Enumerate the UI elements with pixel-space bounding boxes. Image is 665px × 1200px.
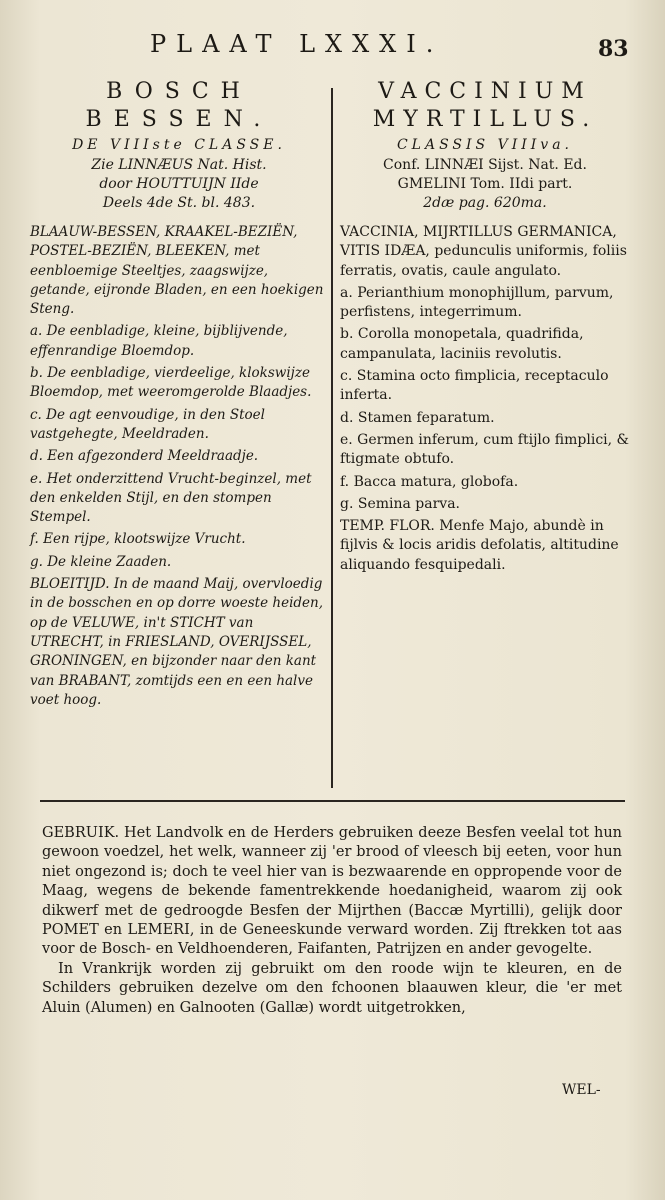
section-rule <box>40 800 625 802</box>
dutch-item-d: d. Een afgezonderd Meeldraadje. <box>30 448 259 465</box>
latin-title-line1: VACCINIUM <box>378 79 592 104</box>
dutch-item-a: a. De eenbladige, kleine, bijblijvende, effenrandige Bloemdop. <box>30 323 288 359</box>
latin-item-a: a. Perianthium monophijllum, parvum, perfistens, integerrimum. <box>340 284 614 321</box>
latin-description: VACCINIA, MIJRTILLUS GERMANICA, VITIS IDÆA, pedunculis uniformis, foliis ferratis, ovatis, caule angulato. <box>340 224 627 279</box>
dutch-item-c: c. De agt eenvoudige, in den Stoel vastgehegte, Meeldraden. <box>30 406 265 442</box>
page-number: 83 <box>598 36 629 62</box>
dutch-item-g: g. De kleine Zaaden. <box>30 553 172 570</box>
latin-item-f: f. Bacca matura, globofa. <box>340 473 519 490</box>
dutch-flowering-time: BLOEITIJD. In de maand Maij, overvloedig in de bosschen en op dorre woeste heiden, op de VELUWE, in't STICHT van UTRECHT, in FRIESLAND, OVERIJSSEL, GRONINGEN, en bijzonder naar den kant van BRABANT, zomtijds een en een halve voet hoog. <box>30 576 323 708</box>
catchword: WEL- <box>562 1082 601 1098</box>
dutch-description: BLAAUW-BESSEN, KRAAKEL-BEZIËN, POSTEL-BEZIËN, BLEEKEN, met eenbloemige Steeltjes, zaagswijze, getande, eijronde Bladen, en een hoekigen Steng. <box>30 224 324 318</box>
latin-item-g: g. Semina parva. <box>340 495 461 512</box>
usage-section <box>42 824 622 1018</box>
dutch-reference-3: Deels 4de St. bl. 483. <box>102 195 256 211</box>
latin-class: CLASSIS VIIIva. <box>396 137 574 153</box>
latin-reference-1: Conf. LINNÆI Sijst. Nat. Ed. <box>383 157 587 173</box>
latin-flowering-time: TEMP. FLOR. Menfe Majo, abundè in fijlvis & locis aridis defolatis, altitudine aliquando fesquipedali. <box>340 518 619 573</box>
dutch-reference-2: door HOUTTUIJN IIde <box>99 176 259 192</box>
column-divider <box>331 88 333 788</box>
latin-item-c: c. Stamina octo fimplicia, receptaculo inferta. <box>340 368 609 404</box>
dutch-item-f: f. Een rijpe, klootswijze Vrucht. <box>30 531 246 548</box>
latin-body <box>340 223 630 575</box>
latin-item-e: e. Germen inferum, cum ftijlo fimplici, & ftigmate obtufo. <box>340 431 629 468</box>
dutch-column <box>30 78 328 713</box>
plate-title: PLAAT LXXXI. <box>150 30 444 58</box>
latin-column <box>340 78 630 578</box>
dutch-reference-1: Zie LINNÆUS Nat. Hist. <box>91 157 267 173</box>
dutch-title-line1: BOSCH <box>106 79 252 104</box>
latin-item-d: d. Stamen feparatum. <box>340 409 495 426</box>
latin-title-line2: MYRTILLUS. <box>372 107 598 132</box>
latin-reference-2: GMELINI Tom. IIdi part. <box>397 176 573 192</box>
dutch-class: DE VIIIste CLASSE. <box>72 137 286 153</box>
dutch-item-b: b. De eenbladige, vierdeelige, klokswijze Bloemdop, met weeromgerolde Blaadjes. <box>30 365 312 401</box>
dutch-item-e: e. Het onderzittend Vrucht-beginzel, met den enkelden Stijl, en den stompen Stempel. <box>30 470 312 526</box>
usage-paragraph-2: In Vrankrijk worden zij gebruikt om den roode wijn te kleuren, en de Schilders gebruiken dezelve om den fchoonen blaauwen kleur, die 'er met Aluin (Alumen) en Galnooten (Gallæ) wordt uitgetrokken, <box>42 960 622 1016</box>
dutch-body <box>30 223 328 710</box>
latin-reference-3: 2dæ pag. 620ma. <box>423 195 547 211</box>
usage-paragraph-1: GEBRUIK. Het Landvolk en de Herders gebruiken deeze Besfen veelal tot hun gewoon voedzel, het welk, wanneer zij 'er brood of vleesch bij eeten, voor hun niet ongezond is; doch te veel hier van is bezwaarende en oppropende voor de Maag, wegens de bekende famentrekkende hoedanigheid, waarom zij ook dikwerf met de gedroogde Besfen der Mijrthen (Baccæ Myrtilli), gelijk door POMET en LEMERI, in de Geneeskunde verward worden. Zij ftrekken tot aas voor de Bosch- en Veldhoenderen, Faifanten, Patrijzen en ander gevogelte. <box>42 825 622 958</box>
latin-item-b: b. Corolla monopetala, quadrifida, campanulata, laciniis revolutis. <box>340 326 584 362</box>
dutch-title-line2: BESSEN. <box>85 107 273 132</box>
